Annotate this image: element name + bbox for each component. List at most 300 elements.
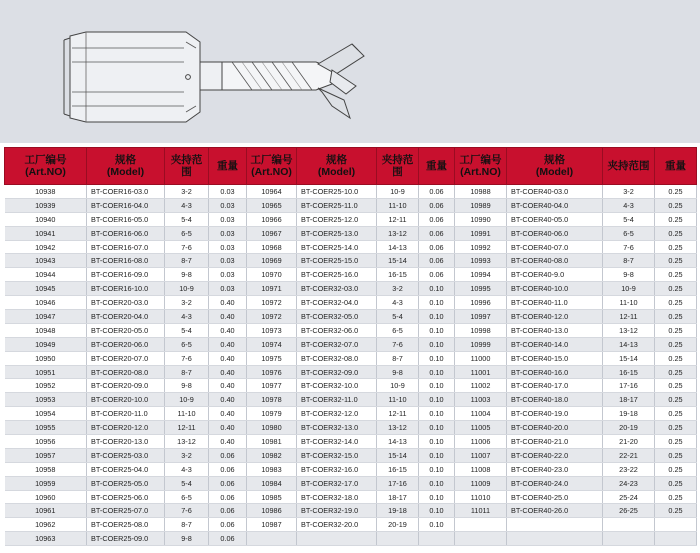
art-no-cell: 10949 — [5, 337, 87, 351]
range-cell: 11-10 — [603, 296, 655, 310]
weight-cell: 0.06 — [419, 254, 455, 268]
weight-cell: 0.40 — [209, 379, 247, 393]
weight-cell: 0.25 — [655, 185, 697, 199]
model-cell: BT-COER16-09.0 — [87, 268, 165, 282]
model-cell: BT-COER32-11.0 — [297, 393, 377, 407]
art-no-cell: 10991 — [455, 226, 507, 240]
art-no-cell: 10966 — [247, 212, 297, 226]
art-no-cell: 10996 — [455, 296, 507, 310]
range-cell: 9-8 — [165, 532, 209, 546]
model-cell: BT-COER32-07.0 — [297, 337, 377, 351]
header-label-cn: 规格 — [115, 154, 136, 166]
weight-cell: 0.03 — [209, 282, 247, 296]
art-no-cell: 10992 — [455, 240, 507, 254]
model-cell: BT-COER40-08.0 — [507, 254, 603, 268]
range-cell: 13-12 — [377, 421, 419, 435]
range-cell: 6-5 — [603, 226, 655, 240]
art-no-cell: 10995 — [455, 282, 507, 296]
range-cell: 14-13 — [603, 337, 655, 351]
art-no-cell: 10938 — [5, 185, 87, 199]
range-cell: 18-17 — [603, 393, 655, 407]
range-cell: 10-9 — [165, 282, 209, 296]
model-cell: BT-COER16-08.0 — [87, 254, 165, 268]
model-cell: BT-COER32-09.0 — [297, 365, 377, 379]
weight-cell: 0.10 — [419, 518, 455, 532]
art-no-cell: 10940 — [5, 212, 87, 226]
weight-cell: 0.25 — [655, 448, 697, 462]
weight-cell: 0.10 — [419, 435, 455, 449]
header-model — [507, 148, 603, 185]
art-no-cell: 10988 — [455, 185, 507, 199]
weight-cell: 0.03 — [209, 185, 247, 199]
weight-cell: 0.25 — [655, 282, 697, 296]
weight-cell: 0.10 — [419, 421, 455, 435]
art-no-cell: 10965 — [247, 198, 297, 212]
range-cell: 5-4 — [377, 310, 419, 324]
weight-cell: 0.40 — [209, 337, 247, 351]
model-cell: BT-COER25-11.0 — [297, 198, 377, 212]
range-cell: 6-5 — [165, 337, 209, 351]
weight-cell: 0.40 — [209, 296, 247, 310]
range-cell: 17-16 — [377, 476, 419, 490]
weight-cell: 0.25 — [655, 379, 697, 393]
art-no-cell: 10959 — [5, 476, 87, 490]
range-cell: 14-13 — [377, 240, 419, 254]
weight-cell: 0.25 — [655, 393, 697, 407]
model-cell: BT-COER25-12.0 — [297, 212, 377, 226]
weight-cell: 0.25 — [655, 351, 697, 365]
range-cell: 21-20 — [603, 435, 655, 449]
model-cell: BT-COER20-07.0 — [87, 351, 165, 365]
weight-cell: 0.25 — [655, 462, 697, 476]
range-cell: 20-19 — [603, 421, 655, 435]
art-no-cell: 10986 — [247, 504, 297, 518]
model-cell: BT-COER32-08.0 — [297, 351, 377, 365]
weight-cell: 0.03 — [209, 254, 247, 268]
art-no-cell: 10989 — [455, 198, 507, 212]
header-label-en: (Model) — [535, 166, 574, 178]
weight-cell: 0.25 — [655, 407, 697, 421]
model-cell: BT-COER16-05.0 — [87, 212, 165, 226]
model-cell: BT-COER40-21.0 — [507, 435, 603, 449]
model-cell: BT-COER20-05.0 — [87, 323, 165, 337]
art-no-cell: 10982 — [247, 448, 297, 462]
range-cell: 8-7 — [165, 518, 209, 532]
model-cell: BT-COER20-06.0 — [87, 337, 165, 351]
header-label-en: (Art.NO) — [251, 166, 292, 178]
weight-cell: 0.25 — [655, 198, 697, 212]
model-cell: BT-COER32-16.0 — [297, 462, 377, 476]
header-art-no — [5, 148, 87, 185]
model-cell: BT-COER40-25.0 — [507, 490, 603, 504]
header-clamping-range — [603, 148, 655, 185]
range-cell: 7-6 — [377, 337, 419, 351]
art-no-cell: 10975 — [247, 351, 297, 365]
art-no-cell: 11000 — [455, 351, 507, 365]
art-no-cell: 10971 — [247, 282, 297, 296]
header-label-cn: 重量 — [217, 160, 238, 172]
model-cell: BT-COER40-11.0 — [507, 296, 603, 310]
range-cell: 3-2 — [165, 296, 209, 310]
model-cell: BT-COER20-10.0 — [87, 393, 165, 407]
model-cell: BT-COER32-06.0 — [297, 323, 377, 337]
weight-cell: 0.06 — [419, 212, 455, 226]
header-label-cn: 重量 — [426, 160, 447, 172]
header-label-cn: 工厂编号 — [459, 154, 502, 166]
weight-cell: 0.25 — [655, 240, 697, 254]
model-cell — [297, 532, 377, 546]
weight-cell: 0.03 — [209, 268, 247, 282]
model-cell: BT-COER40-04.0 — [507, 198, 603, 212]
range-cell: 8-7 — [165, 365, 209, 379]
range-cell — [603, 532, 655, 546]
model-cell: BT-COER25-13.0 — [297, 226, 377, 240]
art-no-cell: 10954 — [5, 407, 87, 421]
table-row — [5, 254, 697, 268]
header-weight — [419, 148, 455, 185]
table-row — [5, 532, 697, 546]
weight-cell: 0.03 — [209, 226, 247, 240]
model-cell: BT-COER20-11.0 — [87, 407, 165, 421]
table-row — [5, 337, 697, 351]
header-label-cn: 规格 — [544, 154, 565, 166]
range-cell: 26-25 — [603, 504, 655, 518]
model-cell: BT-COER25-07.0 — [87, 504, 165, 518]
weight-cell: 0.25 — [655, 476, 697, 490]
header-model — [297, 148, 377, 185]
art-no-cell: 10994 — [455, 268, 507, 282]
model-cell: BT-COER20-03.0 — [87, 296, 165, 310]
range-cell: 5-4 — [603, 212, 655, 226]
table-row — [5, 212, 697, 226]
model-cell: BT-COER40-24.0 — [507, 476, 603, 490]
model-cell: BT-COER40-9.0 — [507, 268, 603, 282]
model-cell: BT-COER32-19.0 — [297, 504, 377, 518]
model-cell: BT-COER25-10.0 — [297, 185, 377, 199]
table-row — [5, 282, 697, 296]
art-no-cell: 10956 — [5, 435, 87, 449]
art-no-cell — [455, 532, 507, 546]
art-no-cell: 10969 — [247, 254, 297, 268]
range-cell: 15-14 — [377, 448, 419, 462]
table-row — [5, 462, 697, 476]
range-cell: 10-9 — [603, 282, 655, 296]
range-cell: 13-12 — [603, 323, 655, 337]
model-cell: BT-COER16-04.0 — [87, 198, 165, 212]
weight-cell: 0.06 — [209, 504, 247, 518]
weight-cell: 0.10 — [419, 490, 455, 504]
header-weight — [655, 148, 697, 185]
header-weight — [209, 148, 247, 185]
weight-cell: 0.06 — [419, 240, 455, 254]
model-cell: BT-COER20-09.0 — [87, 379, 165, 393]
art-no-cell: 10951 — [5, 365, 87, 379]
art-no-cell: 10976 — [247, 365, 297, 379]
range-cell: 9-8 — [165, 268, 209, 282]
art-no-cell: 10946 — [5, 296, 87, 310]
model-cell: BT-COER32-13.0 — [297, 421, 377, 435]
header-label-cn: 夹持范围 — [170, 154, 203, 178]
weight-cell: 0.10 — [419, 476, 455, 490]
model-cell: BT-COER25-16.0 — [297, 268, 377, 282]
range-cell: 20-19 — [377, 518, 419, 532]
weight-cell: 0.10 — [419, 351, 455, 365]
weight-cell: 0.25 — [655, 435, 697, 449]
weight-cell: 0.03 — [209, 198, 247, 212]
art-no-cell: 10987 — [247, 518, 297, 532]
weight-cell: 0.10 — [419, 337, 455, 351]
table-row — [5, 435, 697, 449]
model-cell: BT-COER40-03.0 — [507, 185, 603, 199]
table-row — [5, 421, 697, 435]
model-cell: BT-COER32-17.0 — [297, 476, 377, 490]
header-art-no — [455, 148, 507, 185]
range-cell: 7-6 — [603, 240, 655, 254]
model-cell: BT-COER40-18.0 — [507, 393, 603, 407]
table-row — [5, 379, 697, 393]
model-cell: BT-COER40-06.0 — [507, 226, 603, 240]
range-cell: 4-3 — [603, 198, 655, 212]
header-label-cn: 夹持范围 — [607, 160, 650, 172]
model-cell: BT-COER25-08.0 — [87, 518, 165, 532]
range-cell: 6-5 — [377, 323, 419, 337]
model-cell: BT-COER32-10.0 — [297, 379, 377, 393]
header-label-cn: 工厂编号 — [250, 154, 293, 166]
weight-cell: 0.40 — [209, 310, 247, 324]
range-cell: 11-10 — [377, 198, 419, 212]
header-art-no — [247, 148, 297, 185]
weight-cell: 0.03 — [209, 240, 247, 254]
art-no-cell: 10953 — [5, 393, 87, 407]
range-cell: 6-5 — [165, 490, 209, 504]
range-cell: 3-2 — [603, 185, 655, 199]
art-no-cell: 10972 — [247, 310, 297, 324]
model-cell: BT-COER40-23.0 — [507, 462, 603, 476]
collet-illustration — [0, 0, 700, 143]
header-label-en: (Art.NO) — [25, 166, 66, 178]
weight-cell: 0.25 — [655, 337, 697, 351]
range-cell: 14-13 — [377, 435, 419, 449]
art-no-cell: 10968 — [247, 240, 297, 254]
table-row — [5, 490, 697, 504]
range-cell: 15-14 — [603, 351, 655, 365]
range-cell: 11-10 — [377, 393, 419, 407]
table-row — [5, 323, 697, 337]
art-no-cell: 11010 — [455, 490, 507, 504]
range-cell: 12-11 — [377, 407, 419, 421]
art-no-cell: 10973 — [247, 323, 297, 337]
weight-cell: 0.40 — [209, 351, 247, 365]
art-no-cell: 10997 — [455, 310, 507, 324]
model-cell: BT-COER40-20.0 — [507, 421, 603, 435]
header-label-en: (Model) — [317, 166, 356, 178]
weight-cell: 0.10 — [419, 462, 455, 476]
weight-cell: 0.40 — [209, 393, 247, 407]
table-row — [5, 310, 697, 324]
model-cell: BT-COER20-13.0 — [87, 435, 165, 449]
range-cell: 4-3 — [165, 310, 209, 324]
table-body — [5, 185, 697, 546]
range-cell: 13-12 — [165, 435, 209, 449]
art-no-cell: 10972 — [247, 296, 297, 310]
art-no-cell: 10948 — [5, 323, 87, 337]
weight-cell: 0.40 — [209, 365, 247, 379]
model-cell: BT-COER40-07.0 — [507, 240, 603, 254]
range-cell: 12-11 — [165, 421, 209, 435]
range-cell: 7-6 — [165, 504, 209, 518]
model-cell — [507, 518, 603, 532]
weight-cell: 0.25 — [655, 310, 697, 324]
model-cell: BT-COER32-03.0 — [297, 282, 377, 296]
range-cell: 9-8 — [377, 365, 419, 379]
art-no-cell: 10950 — [5, 351, 87, 365]
art-no-cell: 10962 — [5, 518, 87, 532]
art-no-cell: 10981 — [247, 435, 297, 449]
art-no-cell — [247, 532, 297, 546]
model-cell: BT-COER40-26.0 — [507, 504, 603, 518]
header-model — [87, 148, 165, 185]
art-no-cell: 10977 — [247, 379, 297, 393]
weight-cell: 0.25 — [655, 490, 697, 504]
model-cell: BT-COER32-05.0 — [297, 310, 377, 324]
weight-cell: 0.25 — [655, 504, 697, 518]
range-cell: 16-15 — [377, 268, 419, 282]
model-cell: BT-COER40-10.0 — [507, 282, 603, 296]
art-no-cell: 10943 — [5, 254, 87, 268]
weight-cell: 0.10 — [419, 323, 455, 337]
weight-cell: 0.10 — [419, 393, 455, 407]
model-cell: BT-COER16-06.0 — [87, 226, 165, 240]
weight-cell — [419, 532, 455, 546]
art-no-cell: 11008 — [455, 462, 507, 476]
range-cell: 3-2 — [165, 448, 209, 462]
weight-cell: 0.10 — [419, 282, 455, 296]
range-cell: 19-18 — [603, 407, 655, 421]
art-no-cell: 11004 — [455, 407, 507, 421]
table-row — [5, 351, 697, 365]
art-no-cell: 10985 — [247, 490, 297, 504]
weight-cell: 0.25 — [655, 268, 697, 282]
table-row — [5, 365, 697, 379]
art-no-cell: 11002 — [455, 379, 507, 393]
model-cell: BT-COER32-15.0 — [297, 448, 377, 462]
weight-cell: 0.25 — [655, 421, 697, 435]
weight-cell: 0.06 — [209, 532, 247, 546]
weight-cell: 0.40 — [209, 323, 247, 337]
header-clamping-range — [165, 148, 209, 185]
table-row — [5, 226, 697, 240]
table-row — [5, 476, 697, 490]
table-row — [5, 393, 697, 407]
weight-cell: 0.10 — [419, 379, 455, 393]
table-row — [5, 185, 697, 199]
weight-cell: 0.10 — [419, 296, 455, 310]
weight-cell: 0.03 — [209, 212, 247, 226]
range-cell: 25-24 — [603, 490, 655, 504]
range-cell: 18-17 — [377, 490, 419, 504]
model-cell: BT-COER25-05.0 — [87, 476, 165, 490]
art-no-cell: 10945 — [5, 282, 87, 296]
model-cell: BT-COER32-12.0 — [297, 407, 377, 421]
model-cell: BT-COER16-10.0 — [87, 282, 165, 296]
range-cell: 12-11 — [603, 310, 655, 324]
art-no-cell: 10942 — [5, 240, 87, 254]
model-cell — [507, 532, 603, 546]
range-cell: 11-10 — [165, 407, 209, 421]
table-row — [5, 448, 697, 462]
weight-cell: 0.06 — [209, 476, 247, 490]
art-no-cell: 10978 — [247, 393, 297, 407]
art-no-cell: 10967 — [247, 226, 297, 240]
range-cell: 6-5 — [165, 226, 209, 240]
range-cell: 16-15 — [603, 365, 655, 379]
model-cell: BT-COER25-15.0 — [297, 254, 377, 268]
range-cell: 13-12 — [377, 226, 419, 240]
model-cell: BT-COER25-06.0 — [87, 490, 165, 504]
range-cell: 7-6 — [165, 351, 209, 365]
model-cell: BT-COER40-15.0 — [507, 351, 603, 365]
header-label-cn: 重量 — [665, 160, 686, 172]
header-label-cn: 规格 — [326, 154, 347, 166]
model-cell: BT-COER32-18.0 — [297, 490, 377, 504]
weight-cell: 0.25 — [655, 212, 697, 226]
range-cell: 19-18 — [377, 504, 419, 518]
model-cell: BT-COER40-14.0 — [507, 337, 603, 351]
weight-cell: 0.10 — [419, 407, 455, 421]
collet-drawing — [0, 0, 700, 143]
model-cell: BT-COER40-16.0 — [507, 365, 603, 379]
weight-cell: 0.25 — [655, 254, 697, 268]
art-no-cell: 10979 — [247, 407, 297, 421]
weight-cell: 0.10 — [419, 448, 455, 462]
art-no-cell: 10957 — [5, 448, 87, 462]
range-cell: 4-3 — [377, 296, 419, 310]
table-row — [5, 504, 697, 518]
art-no-cell: 10970 — [247, 268, 297, 282]
table-header-row — [5, 148, 697, 185]
range-cell: 17-16 — [603, 379, 655, 393]
art-no-cell: 11003 — [455, 393, 507, 407]
weight-cell — [655, 532, 697, 546]
table-row — [5, 198, 697, 212]
range-cell: 16-15 — [377, 462, 419, 476]
range-cell — [603, 518, 655, 532]
model-cell: BT-COER40-05.0 — [507, 212, 603, 226]
range-cell: 3-2 — [377, 282, 419, 296]
range-cell: 10-9 — [165, 393, 209, 407]
art-no-cell: 10941 — [5, 226, 87, 240]
weight-cell: 0.06 — [419, 226, 455, 240]
art-no-cell: 10984 — [247, 476, 297, 490]
model-cell: BT-COER32-20.0 — [297, 518, 377, 532]
collet-spec-table — [4, 147, 697, 546]
art-no-cell: 10947 — [5, 310, 87, 324]
art-no-cell: 10983 — [247, 462, 297, 476]
weight-cell: 0.40 — [209, 421, 247, 435]
weight-cell: 0.10 — [419, 310, 455, 324]
art-no-cell: 10998 — [455, 323, 507, 337]
weight-cell: 0.06 — [209, 462, 247, 476]
weight-cell: 0.40 — [209, 407, 247, 421]
weight-cell: 0.06 — [419, 185, 455, 199]
model-cell: BT-COER16-07.0 — [87, 240, 165, 254]
art-no-cell: 10974 — [247, 337, 297, 351]
range-cell: 4-3 — [165, 198, 209, 212]
header-clamping-range — [377, 148, 419, 185]
model-cell: BT-COER32-04.0 — [297, 296, 377, 310]
range-cell: 4-3 — [165, 462, 209, 476]
art-no-cell — [455, 518, 507, 532]
